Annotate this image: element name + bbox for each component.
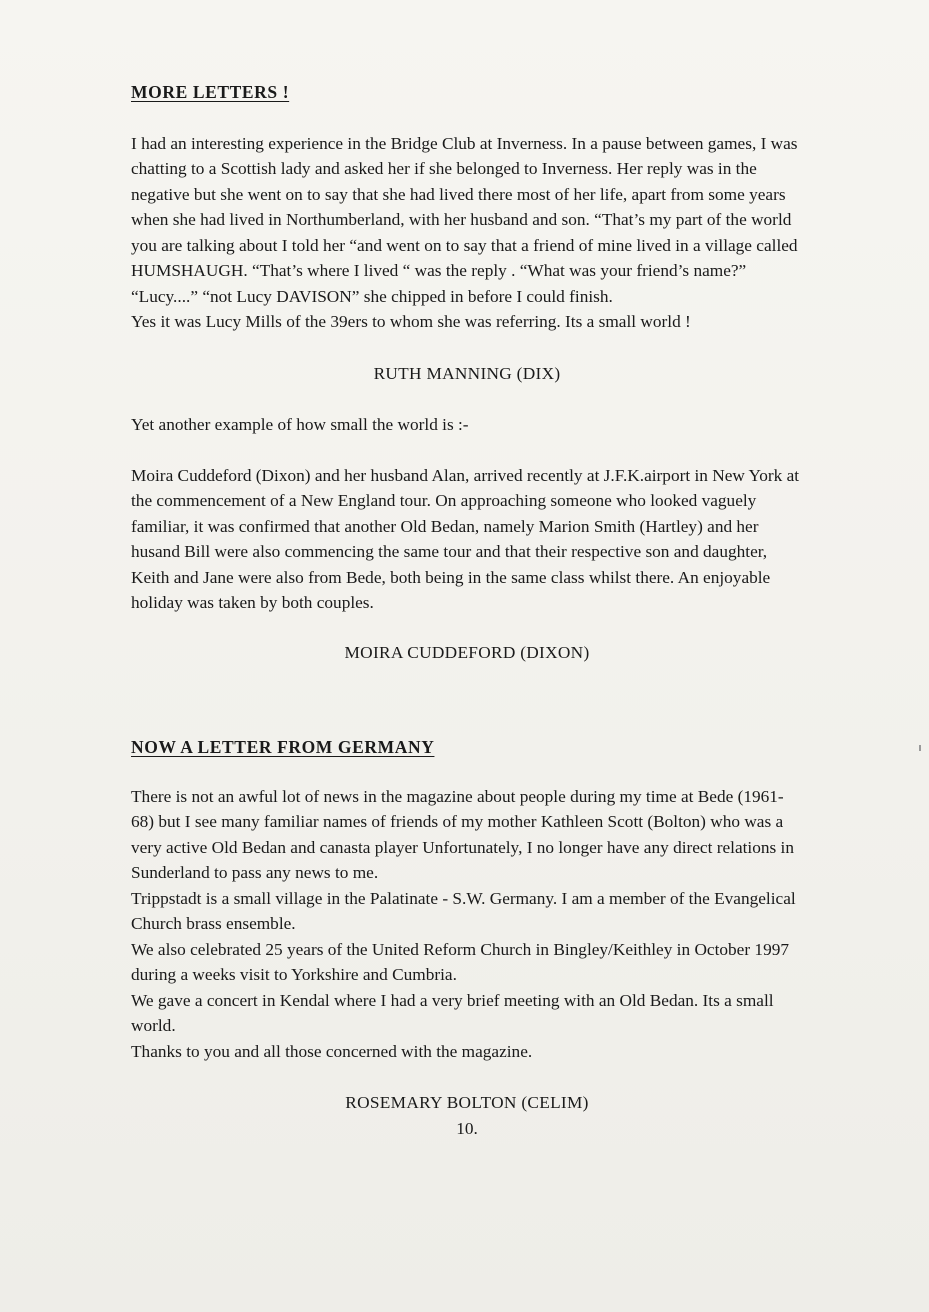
- thanks-paragraph: Thanks to you and all those concerned with the magazine.: [131, 1041, 533, 1061]
- germany-letter-heading: NOW A LETTER FROM GERMANY: [131, 737, 435, 757]
- article-column: [131, 80, 803, 1141]
- trippstadt-paragraph: Trippstadt is a small village in the Palatinate - S.W. Germany. I am a member of the Evangelical Church brass ensemble.: [131, 888, 796, 933]
- bridge-club-paragraph: I had an interesting experience in the Bridge Club at Inverness. In a pause between games, I was chatting to a Scottish lady and asked her if she belonged to Inverness. Her reply was in the negative but she went on to say that she had lived there most of her life, apart from some years when she had lived in Northumberland, with her husband and son. “That’s my part of the world you are talking about I told her “and went on to say that a friend of mine lived in a village called HUMSHAUGH. “That’s where I lived “ was the reply . “What was your friend’s name?” “Lucy....” “not Lucy DAVISON” she chipped in before I could finish.: [131, 133, 798, 306]
- new-england-tour-paragraph: Moira Cuddeford (Dixon) and her husband Alan, arrived recently at J.F.K.airport in New York at the commencement of a New England tour. On approaching someone who looked vaguely familiar, it was confirmed that another Old Bedan, namely Marion Smith (Hartley) and her husand Bill were also commencing the same tour and that their respective son and daughter, Keith and Jane were also from Bede, both being in the same class whilst there. An enjoyable holiday was taken by both couples.: [131, 465, 800, 612]
- reform-church-paragraph: We also celebrated 25 years of the United Reform Church in Bingley/Keithley in October 1997 during a weeks visit to Yorkshire and Cumbria.: [131, 939, 789, 984]
- kendal-concert-paragraph: We gave a concert in Kendal where I had a very brief meeting with an Old Bedan. Its a small world.: [131, 990, 774, 1035]
- scan-mark: [919, 745, 921, 751]
- page-number: 10.: [456, 1118, 478, 1138]
- more-letters-heading: MORE LETTERS !: [131, 82, 290, 102]
- signature-moira-cuddeford: MOIRA CUDDEFORD (DIXON): [344, 642, 590, 662]
- signature-ruth-manning: RUTH MANNING (DIX): [373, 363, 561, 383]
- bede-news-paragraph: There is not an awful lot of news in the magazine about people during my time at Bede (1961-68) but I see many familiar names of friends of my mother Kathleen Scott (Bolton) who was a very active Old Bedan and canasta player Unfortunately, I no longer have any direct relations in Sunderland to pass any news to me.: [131, 786, 794, 882]
- small-world-paragraph: Yes it was Lucy Mills of the 39ers to whom she was referring. Its a small world !: [131, 312, 691, 331]
- small-world-intro: Yet another example of how small the world is :-: [131, 415, 469, 434]
- signature-rosemary-bolton: ROSEMARY BOLTON (CELIM): [345, 1093, 589, 1112]
